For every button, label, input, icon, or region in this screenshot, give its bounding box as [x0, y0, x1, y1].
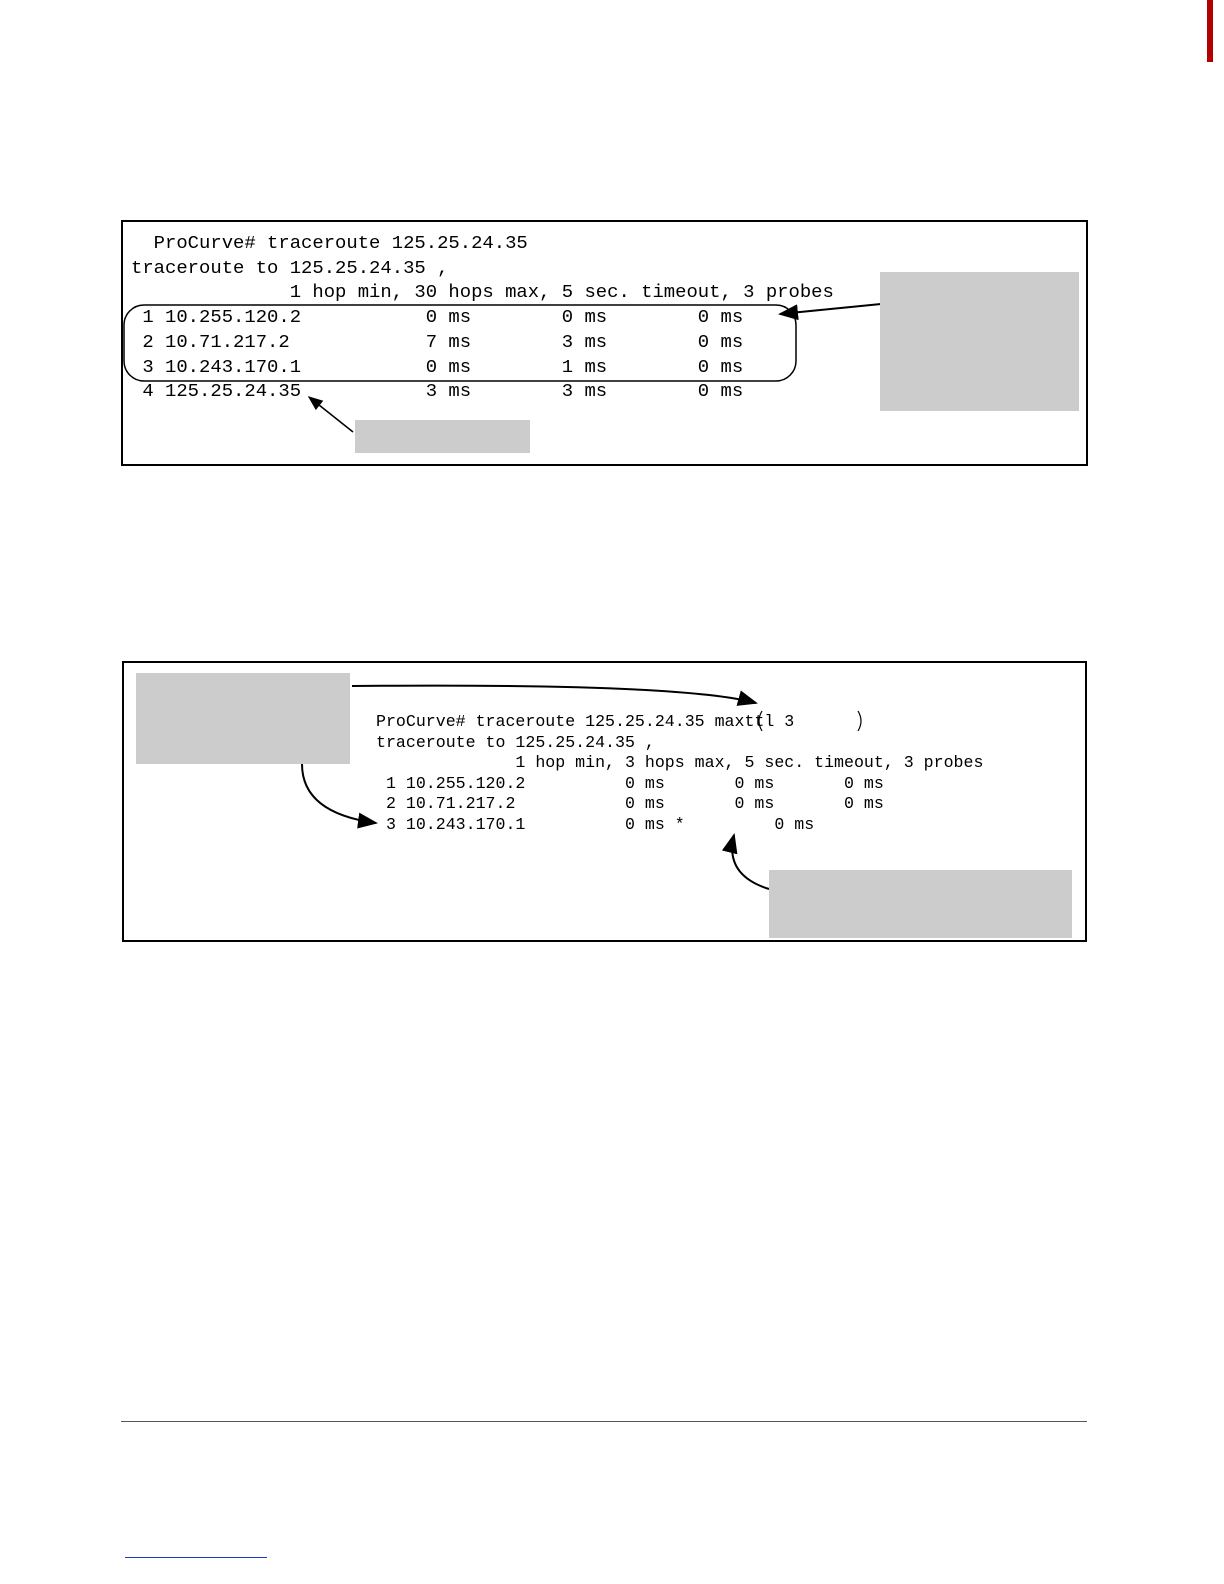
output-line: 1 hop min, 3 hops max, 5 sec. timeout, 3 probes: [376, 753, 984, 772]
callout-arrow: [302, 764, 376, 823]
traceroute-figure-1: [121, 220, 1088, 466]
callout-box: [769, 870, 1072, 938]
hop-row: 1 10.255.120.2 0 ms 0 ms 0 ms: [376, 773, 884, 793]
hop-row: 1 10.255.120.2 0 ms 0 ms 0 ms: [131, 306, 744, 329]
hop-row: 4 125.25.24.35 3 ms 3 ms 0 ms: [131, 380, 744, 403]
callout-box: [136, 673, 350, 764]
output-line: 1 hop min, 30 hops max, 5 sec. timeout, 3 probes: [131, 281, 834, 304]
page-edge-marker: [1207, 0, 1213, 62]
output-line: traceroute to 125.25.24.35 ,: [131, 256, 449, 279]
hop-row: 3 10.243.170.1 0 ms * 0 ms: [376, 814, 815, 834]
callout-arrow: [780, 304, 881, 314]
hop-row: 2 10.71.217.2 7 ms 3 ms 0 ms: [131, 330, 744, 353]
command-line: ProCurve# traceroute 125.25.24.35 maxttl 3: [376, 712, 795, 731]
callout-arrow: [732, 835, 769, 889]
maxttl-highlight-bracket: [759, 711, 861, 731]
footer-link-underline[interactable]: [125, 1557, 267, 1558]
footer-rule: [121, 1421, 1087, 1422]
hop-row: 3 10.243.170.1 0 ms 1 ms 0 ms: [131, 355, 744, 378]
hops-enclosure-outline: [124, 305, 796, 381]
hop-row: 2 10.71.217.2 0 ms 0 ms 0 ms: [376, 794, 884, 813]
output-line: traceroute to 125.25.24.35 ,: [376, 732, 655, 752]
callout-arrow: [309, 397, 353, 432]
callout-arrow: [352, 686, 756, 703]
traceroute-figure-2: [122, 661, 1087, 942]
callout-box: [355, 420, 530, 453]
callout-box: [880, 272, 1079, 411]
command-line: ProCurve# traceroute 125.25.24.35: [131, 232, 528, 254]
